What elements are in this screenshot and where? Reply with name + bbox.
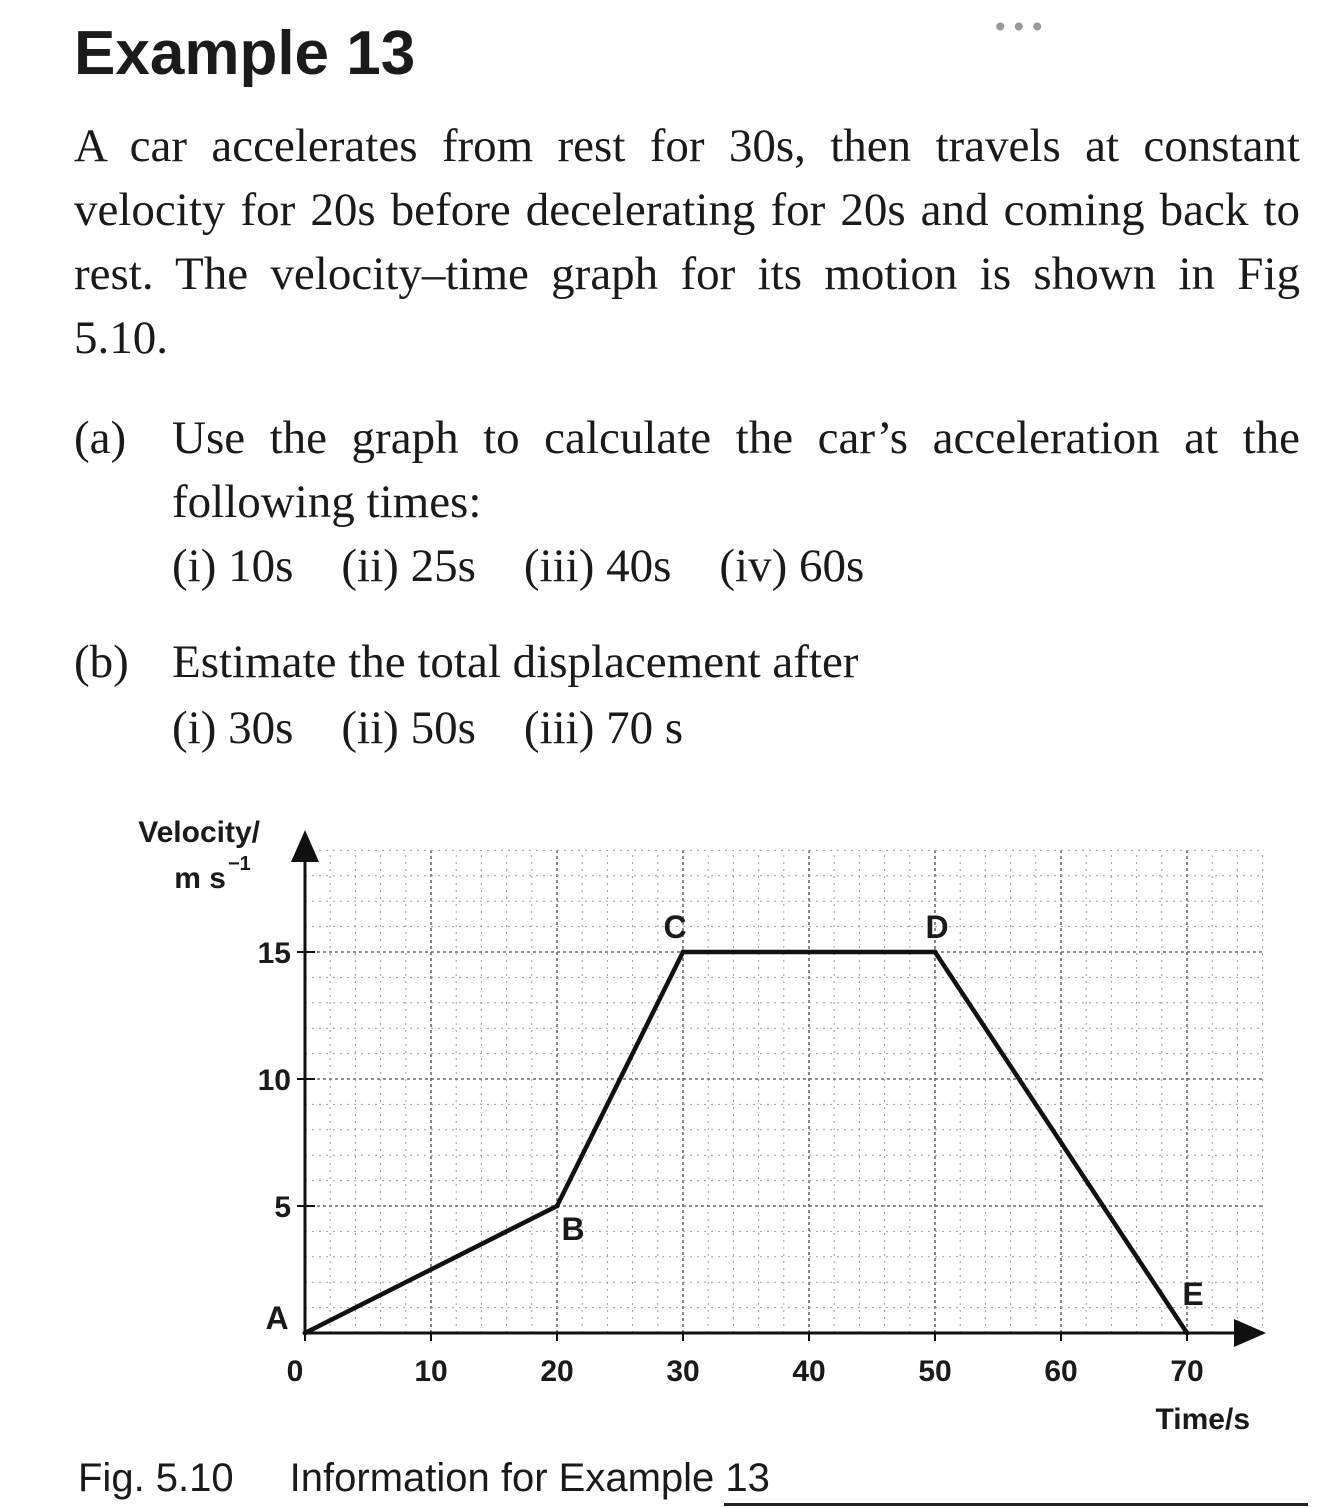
option-item: (ii) 50s [341,702,476,754]
x-tick-label: 20 [540,1355,574,1388]
y-tick-label: 10 [257,1064,291,1097]
x-axis-arrowhead [1234,1319,1266,1347]
option-item: (iii) 70 s [523,702,684,754]
option-item: (iv) 60s [719,540,865,592]
y-axis-label: Velocity/ [138,816,260,849]
velocity-time-chart [0,800,1334,1450]
point-label-e: E [1182,1276,1204,1312]
example-heading: Example 13 [74,19,416,88]
question-a-options [172,534,912,598]
data-point [555,1204,560,1209]
y-axis-arrowhead [291,830,319,862]
divider [724,1503,1308,1506]
more-horizontal-icon[interactable]: ••• [992,11,1048,44]
x-axis-label: Time/s [1155,1403,1250,1436]
y-axis-unit-exponent: −1 [228,853,251,875]
question-b-text: Estimate the total displacement after [172,636,859,688]
question-a [74,406,1300,606]
y-tick-label: 15 [257,937,291,970]
option-item: (iii) 40s [523,540,672,592]
figure-caption [78,1450,770,1506]
point-label-b: B [561,1211,585,1247]
x-tick-label: 10 [414,1355,448,1388]
x-tick-label: 60 [1044,1355,1078,1388]
question-b [74,630,1300,770]
x-tick-label: 40 [792,1355,826,1388]
x-tick-label: 50 [918,1355,952,1388]
data-point [1185,1331,1190,1336]
data-point [303,1331,308,1336]
y-tick-label: 5 [274,1191,291,1224]
figure-caption-text: Information for Example 13 [289,1456,770,1500]
option-item: (i) 10s [172,540,294,592]
question-a-label: (a) [74,412,127,464]
data-point [933,950,938,955]
problem-statement: A car accelerates from rest for 30s, then travels at constant velocity for 20s before decelerating for 20s and coming back to rest. The velocity–time graph for its motion is shown in Fig 5.10. [74,120,1300,364]
figure-number: Fig. 5.10 [78,1456,234,1500]
point-label-a: A [265,1300,289,1336]
question-b-options [172,696,731,760]
option-item: (ii) 25s [341,540,476,592]
data-point [681,950,686,955]
y-axis-unit: m s [174,862,226,895]
option-item: (i) 30s [172,702,294,754]
question-b-label: (b) [74,636,129,688]
point-label-d: D [925,909,949,945]
question-a-text: Use the graph to calculate the car’s acceleration at the following times: [172,412,1300,528]
x-tick-label: 0 [286,1355,304,1388]
point-label-c: C [663,909,687,945]
x-tick-label: 70 [1170,1355,1204,1388]
x-tick-label: 30 [666,1355,700,1388]
velocity-line [305,952,1187,1333]
